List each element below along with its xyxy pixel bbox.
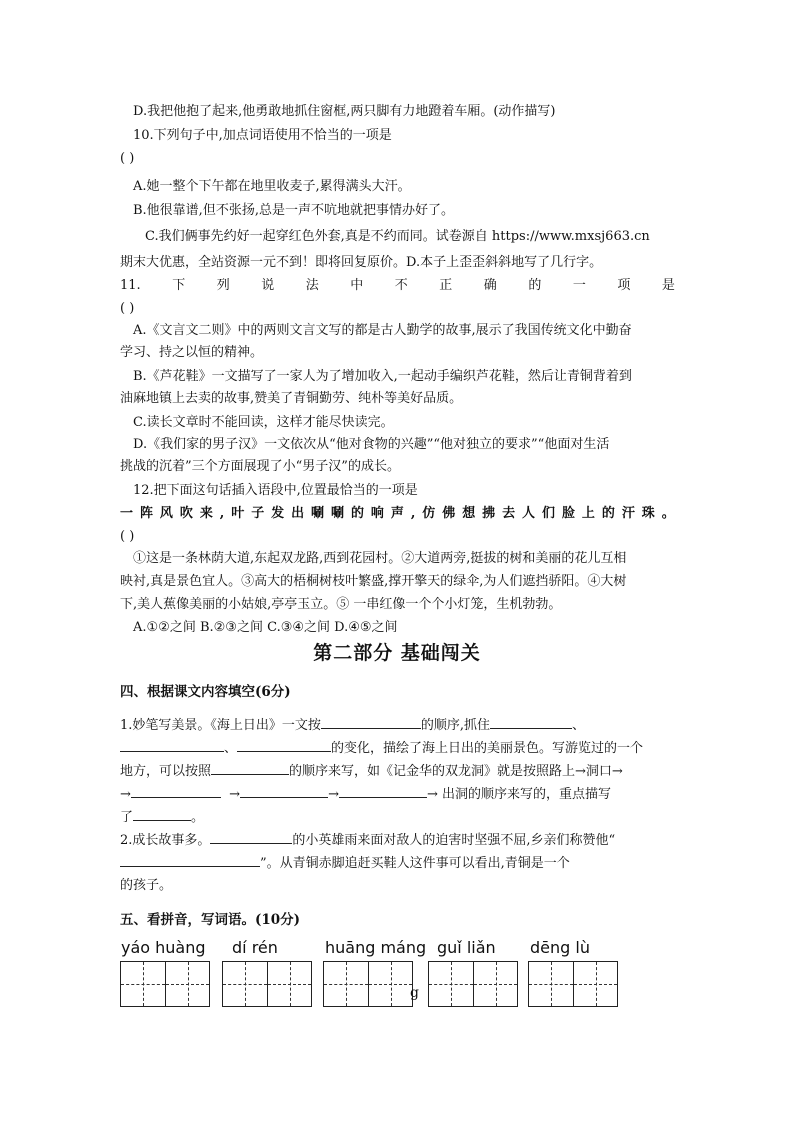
writing-grid-5[interactable]: [528, 961, 618, 1007]
q11-option-b-line1: B.《芦花鞋》一文描写了一家人为了增加收入,一起动手编织芦花鞋，然后让青铜背着到: [133, 369, 632, 384]
q11-option-d-line2: 挑战的沉着”三个方面展现了小“男子汉”的成长。: [120, 459, 400, 474]
q10-option-c-continued: 期末大优惠，全站资源一元不到！即将回复原价。D.本子上歪歪斜斜地写了几行字。: [120, 255, 603, 270]
pinyin-2: dí rén: [232, 938, 278, 957]
grid-cell[interactable]: [165, 962, 209, 1006]
answer-blank[interactable]: [211, 760, 289, 775]
grid-cell[interactable]: [429, 962, 473, 1006]
q12-options: A.①②之间 B.②③之间 C.③④之间 D.④⑤之间: [133, 620, 398, 635]
q10-option-b: B.他很靠谱,但不张扬,总是一声不吭地就把事情办好了。: [133, 203, 454, 218]
answer-blank[interactable]: [120, 852, 260, 867]
q10-option-c: C.我们俩事先约好一起穿红色外套,真是不约而同。试卷源自 https://www.mxsj663.cn: [145, 229, 650, 244]
writing-grid-1[interactable]: [120, 961, 210, 1007]
grid-cell[interactable]: [473, 962, 517, 1006]
q11-option-c: C.读长文章时不能回读，这样才能尽快读完。: [133, 415, 394, 430]
grid-cell[interactable]: [529, 962, 573, 1006]
q12-passage-line3: 下,美人蕉像美丽的小姑娘,亭亭玉立。⑤ 一串红像一个个小灯笼，生机勃勃。: [120, 597, 562, 612]
grid-cell[interactable]: [267, 962, 311, 1006]
fill-line-7: ”。从青铜赤脚追赶买鞋人这件事可以看出,青铜是一个: [120, 852, 570, 875]
answer-blank[interactable]: [339, 783, 427, 798]
answer-blank[interactable]: [133, 806, 191, 821]
q11-option-a-line1: A.《文言文二则》中的两则文言文写的都是古人勤学的故事,展示了我国传统文化中勤奋: [133, 323, 632, 338]
q11-option-a-line2: 学习、持之以恒的精神。: [120, 345, 264, 360]
answer-blank[interactable]: [321, 714, 421, 729]
q10-stem: 10.下列句子中,加点词语使用不恰当的一项是: [133, 128, 392, 143]
grid-cell[interactable]: [368, 962, 412, 1006]
part-two-title: 第二部分 基础闯关: [313, 642, 481, 664]
pinyin-1: yáo huàng: [121, 938, 206, 957]
q12-answer-paren: ( ): [120, 529, 135, 544]
fill-line-3: 地方，可以按照 的顺序来写，如《记金华的双龙洞》就是按照路上→洞口→: [120, 760, 623, 783]
q12-passage-line2: 映衬,真是景色宜人。③高大的梧桐树枝叶繁盛,撑开擎天的绿伞,为人们遮挡骄阳。④大树: [120, 574, 627, 589]
q11-option-d-line1: D.《我们家的男子汉》一文依次从“他对食物的兴趣”“他对独立的要求”“他面对生活: [133, 437, 610, 452]
answer-blank[interactable]: [210, 829, 292, 844]
fill-line-6: 2.成长故事多。 的小英雄雨来面对敌人的迫害时坚强不屈,乡亲们称赞他“: [120, 829, 615, 852]
q11-stem: 11. 下 列 说 法 中 不 正 确 的 一 项 是: [120, 278, 675, 293]
answer-blank[interactable]: [237, 737, 331, 752]
q11-answer-paren: ( ): [120, 301, 135, 316]
writing-grid-3[interactable]: [323, 961, 413, 1007]
q10-option-a: A.她一整个下午都在地里收麦子,累得满头大汗。: [133, 179, 411, 194]
q12-passage-line1: ①这是一条林荫大道,东起双龙路,西到花园村。②大道两旁,挺拔的树和美丽的花儿互相: [133, 551, 627, 566]
fill-line-4: → → → → 出洞的顺序来写的，重点描写: [120, 783, 611, 806]
section-four-heading: 四、根据课文内容填空(6分): [120, 684, 291, 700]
q11-option-b-line2: 油麻地镇上去卖的故事,赞美了青铜勤劳、纯朴等美好品质。: [120, 391, 463, 406]
q9-option-d: D.我把他抱了起来,他勇敢地抓住窗框,两只脚有力地蹬着车厢。(动作描写): [133, 104, 556, 119]
fill-line-2: 、 的变化，描绘了海上日出的美丽景色。写游览过的一个: [120, 737, 643, 760]
section-five-heading: 五、看拼音，写词语。(10分): [120, 912, 301, 928]
pinyin-5: dēng lù: [530, 938, 590, 957]
grid-cell[interactable]: [324, 962, 368, 1006]
fill-line-5: 了 。: [120, 806, 204, 829]
stray-glyph: g: [410, 985, 419, 1001]
answer-blank[interactable]: [240, 783, 328, 798]
q12-insert-sentence: 一 阵 风 吹 来 , 叶 子 发 出 唰 唰 的 响 声 , 仿 佛 想 拂 去 人 们 脸 上 的 汗 珠 。: [120, 506, 675, 521]
writing-grid-4[interactable]: [428, 961, 518, 1007]
grid-cell[interactable]: [223, 962, 267, 1006]
grid-cell[interactable]: [121, 962, 165, 1006]
fill-line-8: 的孩子。: [120, 878, 173, 893]
q12-stem: 12.把下面这句话插入语段中,位置最恰当的一项是: [133, 483, 418, 498]
q10-answer-paren: ( ): [120, 151, 135, 166]
writing-grid-2[interactable]: [222, 961, 312, 1007]
grid-cell[interactable]: [573, 962, 617, 1006]
answer-blank[interactable]: [120, 737, 224, 752]
pinyin-4: guǐ liǎn: [437, 938, 496, 957]
pinyin-3: huāng máng: [325, 938, 427, 957]
answer-blank[interactable]: [490, 714, 572, 729]
answer-blank[interactable]: [131, 783, 221, 798]
fill-line-1: 1.妙笔写美景。《海上日出》一文按 的顺序,抓住 、: [120, 714, 585, 737]
